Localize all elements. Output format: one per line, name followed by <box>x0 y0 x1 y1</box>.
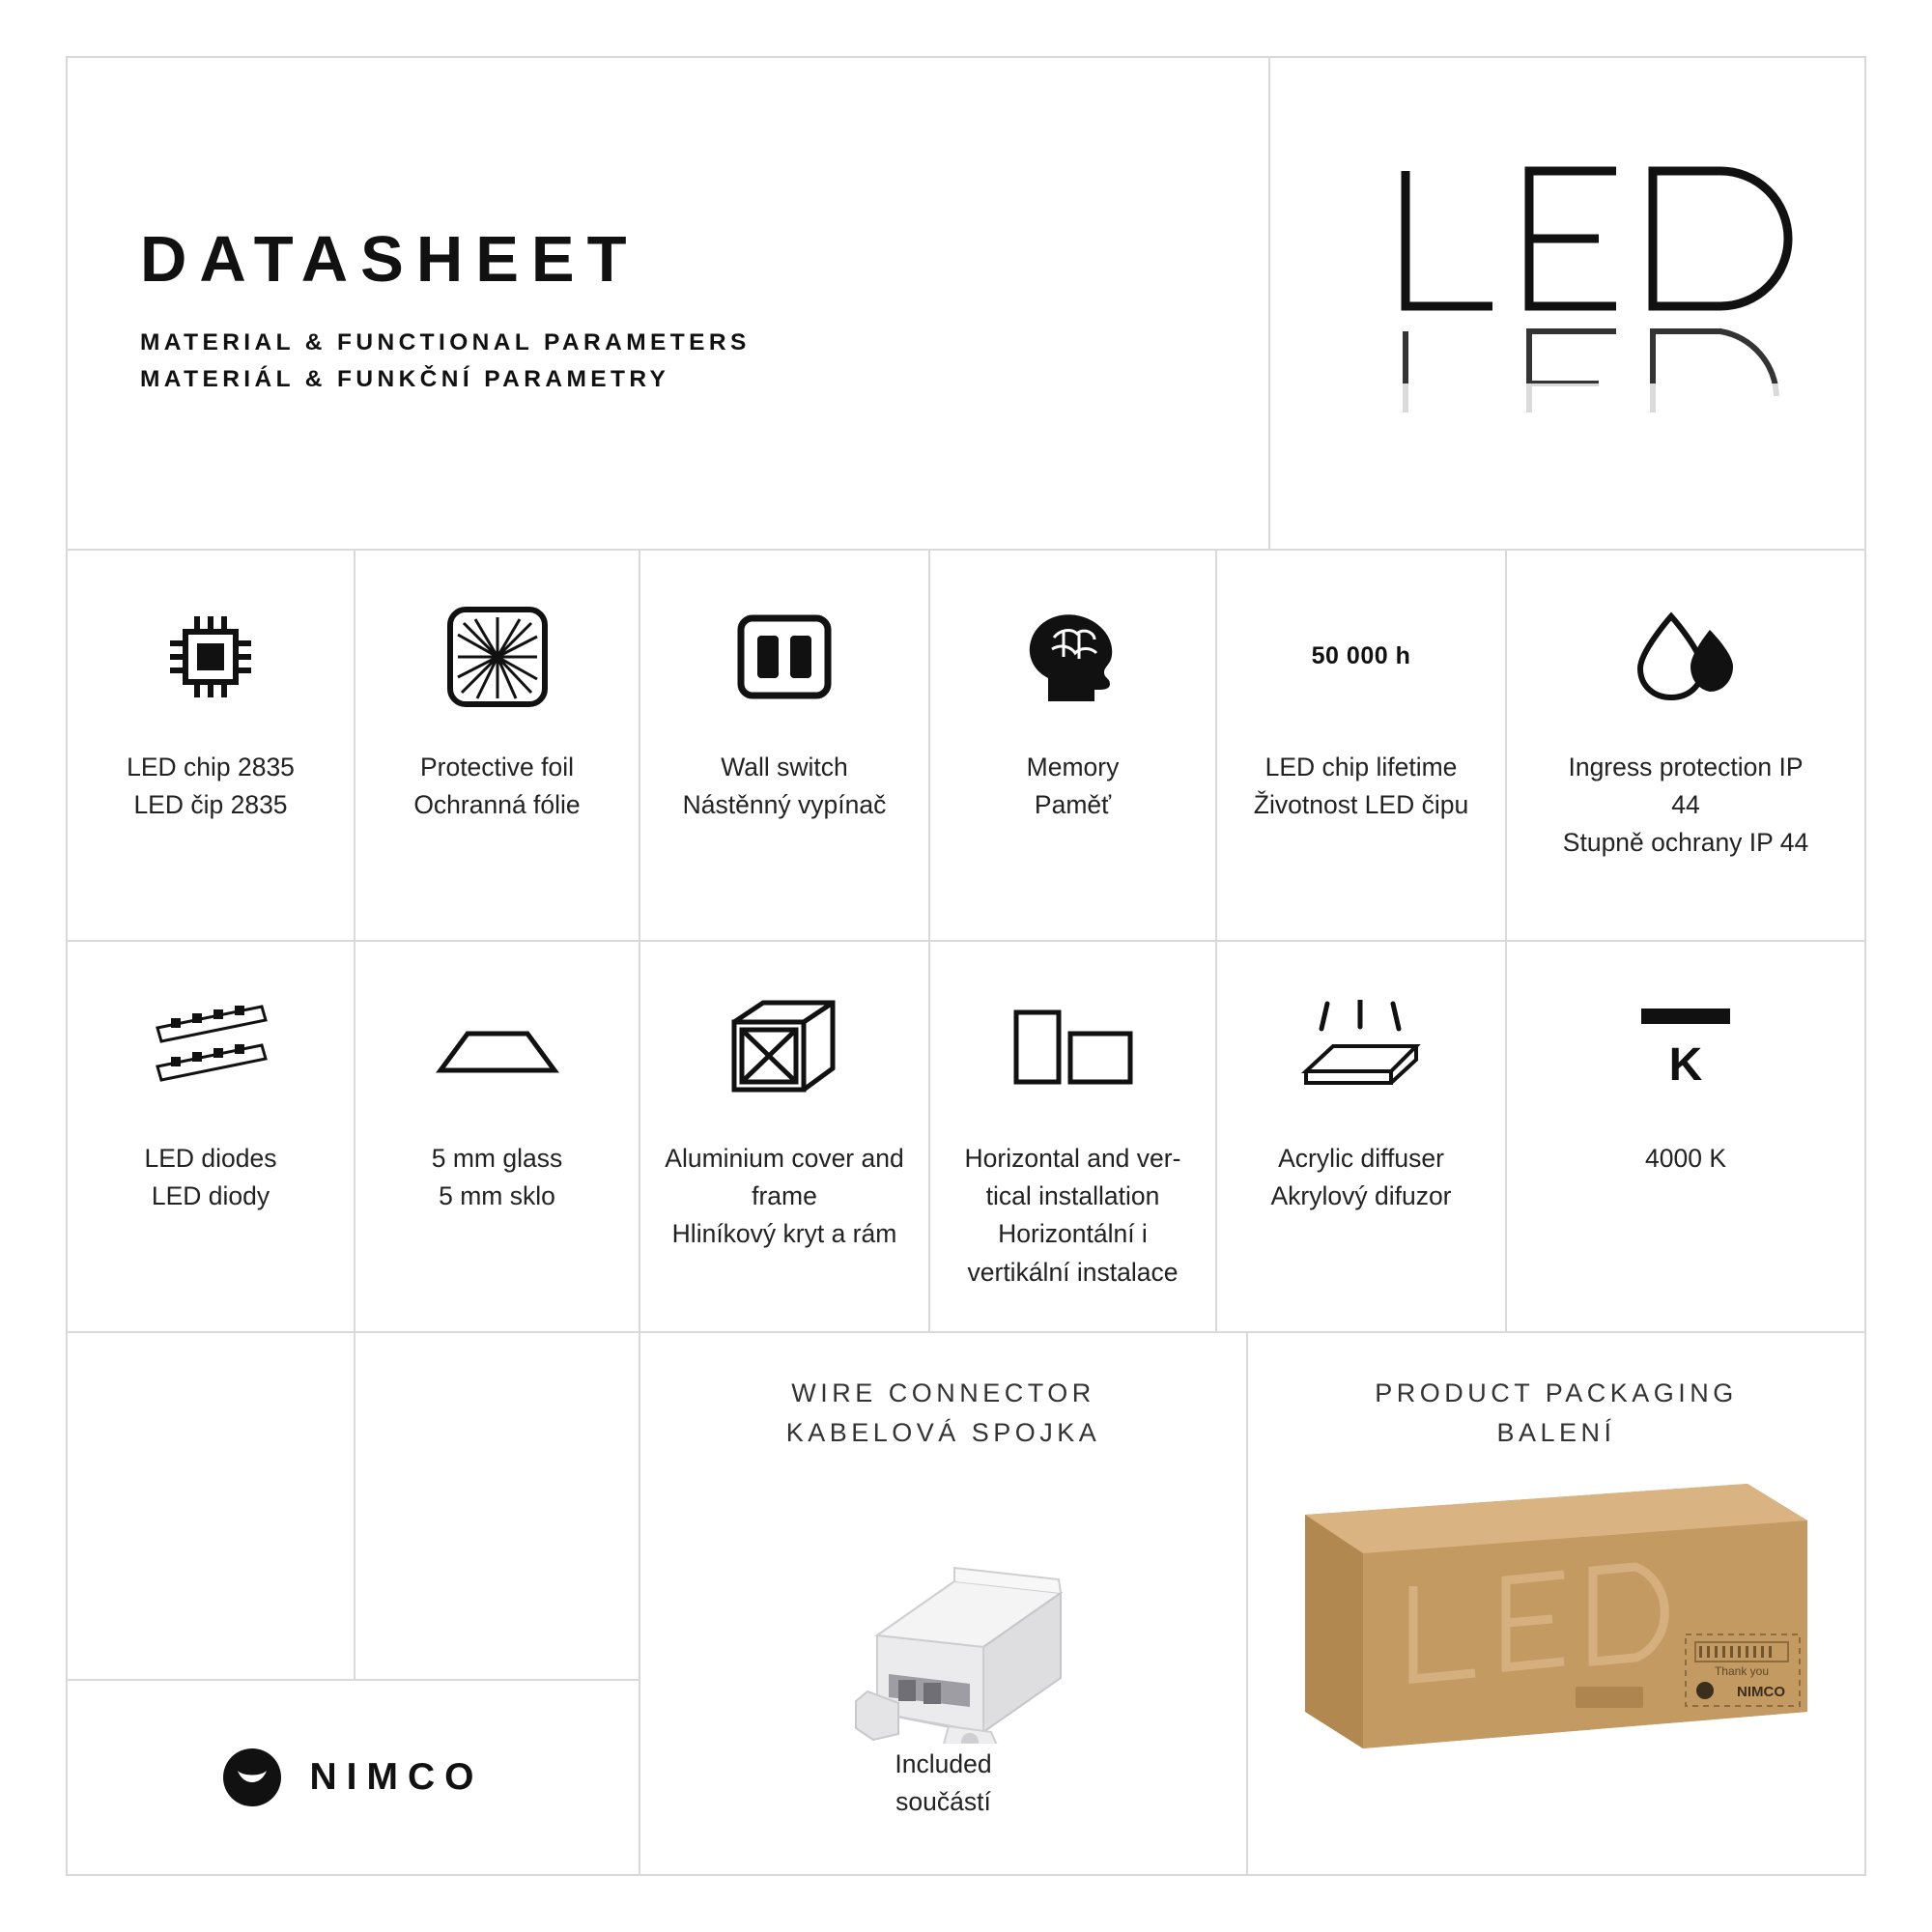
feature-ingress-protection <box>1507 551 1864 940</box>
packaging-heading-cs: BALENÍ <box>1496 1418 1616 1448</box>
feature-label-cs: Stupně ochrany IP 44 <box>1562 828 1809 858</box>
led-chip-icon <box>160 591 261 722</box>
orientation-icon <box>1010 982 1136 1113</box>
feature-label-en: Memory <box>1026 753 1120 781</box>
nimco-mark-icon <box>223 1748 281 1806</box>
bottom-row <box>68 1333 1864 1874</box>
svg-text:NIMCO: NIMCO <box>1737 1684 1785 1701</box>
feature-led-lifetime <box>1217 551 1507 940</box>
glass-5mm-icon <box>435 982 560 1113</box>
wall-switch-icon <box>736 591 833 722</box>
feature-label-cs: Akrylový difuzor <box>1270 1181 1452 1211</box>
packaging-block <box>1248 1333 1864 1874</box>
feature-label-en: Protective foil <box>419 753 575 781</box>
empty-cell-2 <box>355 1333 640 1679</box>
feature-aluminium-frame <box>640 942 930 1331</box>
feature-led-chip <box>68 551 355 940</box>
subtitle-en: MATERIAL & FUNCTIONAL PARAMETERS <box>140 329 751 355</box>
feature-label-cs: Paměť <box>1034 790 1112 820</box>
subtitle-cs: MATERIÁL & FUNKČNÍ PARAMETRY <box>140 365 670 392</box>
feature-label-en: LED chip 2835 <box>127 753 295 781</box>
feature-label-cs: Hliníkový kryt a rám <box>671 1219 897 1249</box>
feature-label-cs: 5 mm sklo <box>439 1181 555 1211</box>
feature-label-cs: LED diody <box>151 1181 270 1211</box>
feature-label-cs: Životnost LED čipu <box>1253 790 1469 820</box>
feature-label-en: Ingress protection IP 44 <box>1568 753 1804 820</box>
features-row-2 <box>68 942 1864 1333</box>
lifetime-value: 50 000 h <box>1311 642 1411 669</box>
wire-connector-note <box>895 1746 991 1875</box>
wire-connector-photo <box>640 1453 1246 1745</box>
nimco-logo <box>68 1681 640 1874</box>
memory-head-icon <box>1019 591 1127 722</box>
product-box-photo <box>1248 1453 1864 1783</box>
feature-label-en: LED diodes <box>144 1144 277 1173</box>
feature-label-en: 4000 K <box>1645 1144 1726 1173</box>
wire-connector-note-en: Included <box>895 1748 992 1778</box>
feature-label-en: Wall switch <box>721 753 848 781</box>
feature-label-cs: Horizontální i vertikální instalace <box>967 1219 1179 1287</box>
led-logo-icon <box>1392 159 1807 411</box>
acrylic-diffuser-icon <box>1298 982 1424 1113</box>
brand-block <box>68 1333 640 1874</box>
header-logo-block <box>1270 58 1864 549</box>
feature-label-en: LED chip lifetime <box>1264 753 1458 781</box>
wire-connector-heading-en: WIRE CONNECTOR <box>791 1378 1095 1407</box>
svg-text:Thank you: Thank you <box>1714 1664 1770 1679</box>
feature-orientation <box>930 942 1217 1331</box>
feature-label-cs: Ochranná fólie <box>413 790 581 820</box>
nimco-wordmark: NIMCO <box>309 1756 484 1798</box>
packaging-heading-en: PRODUCT PACKAGING <box>1375 1378 1738 1407</box>
feature-protective-foil <box>355 551 640 940</box>
feature-label-en: 5 mm glass <box>431 1144 563 1173</box>
feature-label-cs: LED čip 2835 <box>133 790 288 820</box>
feature-acrylic-diffuser <box>1217 942 1507 1331</box>
wire-connector-block <box>640 1333 1248 1874</box>
wire-connector-heading-cs: KABELOVÁ SPOJKA <box>785 1418 1101 1448</box>
wire-connector-note-cs: součástí <box>895 1787 991 1817</box>
feature-label-en: Acrylic diffuser <box>1278 1144 1444 1173</box>
empty-cell-1 <box>68 1333 355 1679</box>
color-temperature-icon <box>1628 982 1744 1113</box>
feature-color-temperature <box>1507 942 1864 1331</box>
feature-memory <box>930 551 1217 940</box>
empty-cells <box>68 1333 640 1681</box>
lifetime-text-icon <box>1312 591 1411 722</box>
features-row-1 <box>68 551 1864 942</box>
water-drops-icon <box>1633 591 1739 722</box>
packaging-spacer <box>1552 1783 1559 1874</box>
protective-foil-icon <box>444 591 551 722</box>
header-title-block <box>68 58 1270 549</box>
svg-text:K: K <box>1668 1038 1703 1091</box>
aluminium-frame-icon <box>726 982 842 1113</box>
feature-label-en: Aluminium cover and frame <box>665 1144 904 1211</box>
feature-glass <box>355 942 640 1331</box>
header <box>68 58 1864 551</box>
feature-label-cs: Nástěnný vypínač <box>682 790 887 820</box>
feature-label-en: Horizontal and ver-tical installation <box>964 1144 1181 1211</box>
led-strip-icon <box>148 982 273 1113</box>
feature-wall-switch <box>640 551 930 940</box>
feature-led-diodes <box>68 942 355 1331</box>
datasheet-page <box>66 56 1866 1876</box>
page-title: DATASHEET <box>140 223 639 296</box>
